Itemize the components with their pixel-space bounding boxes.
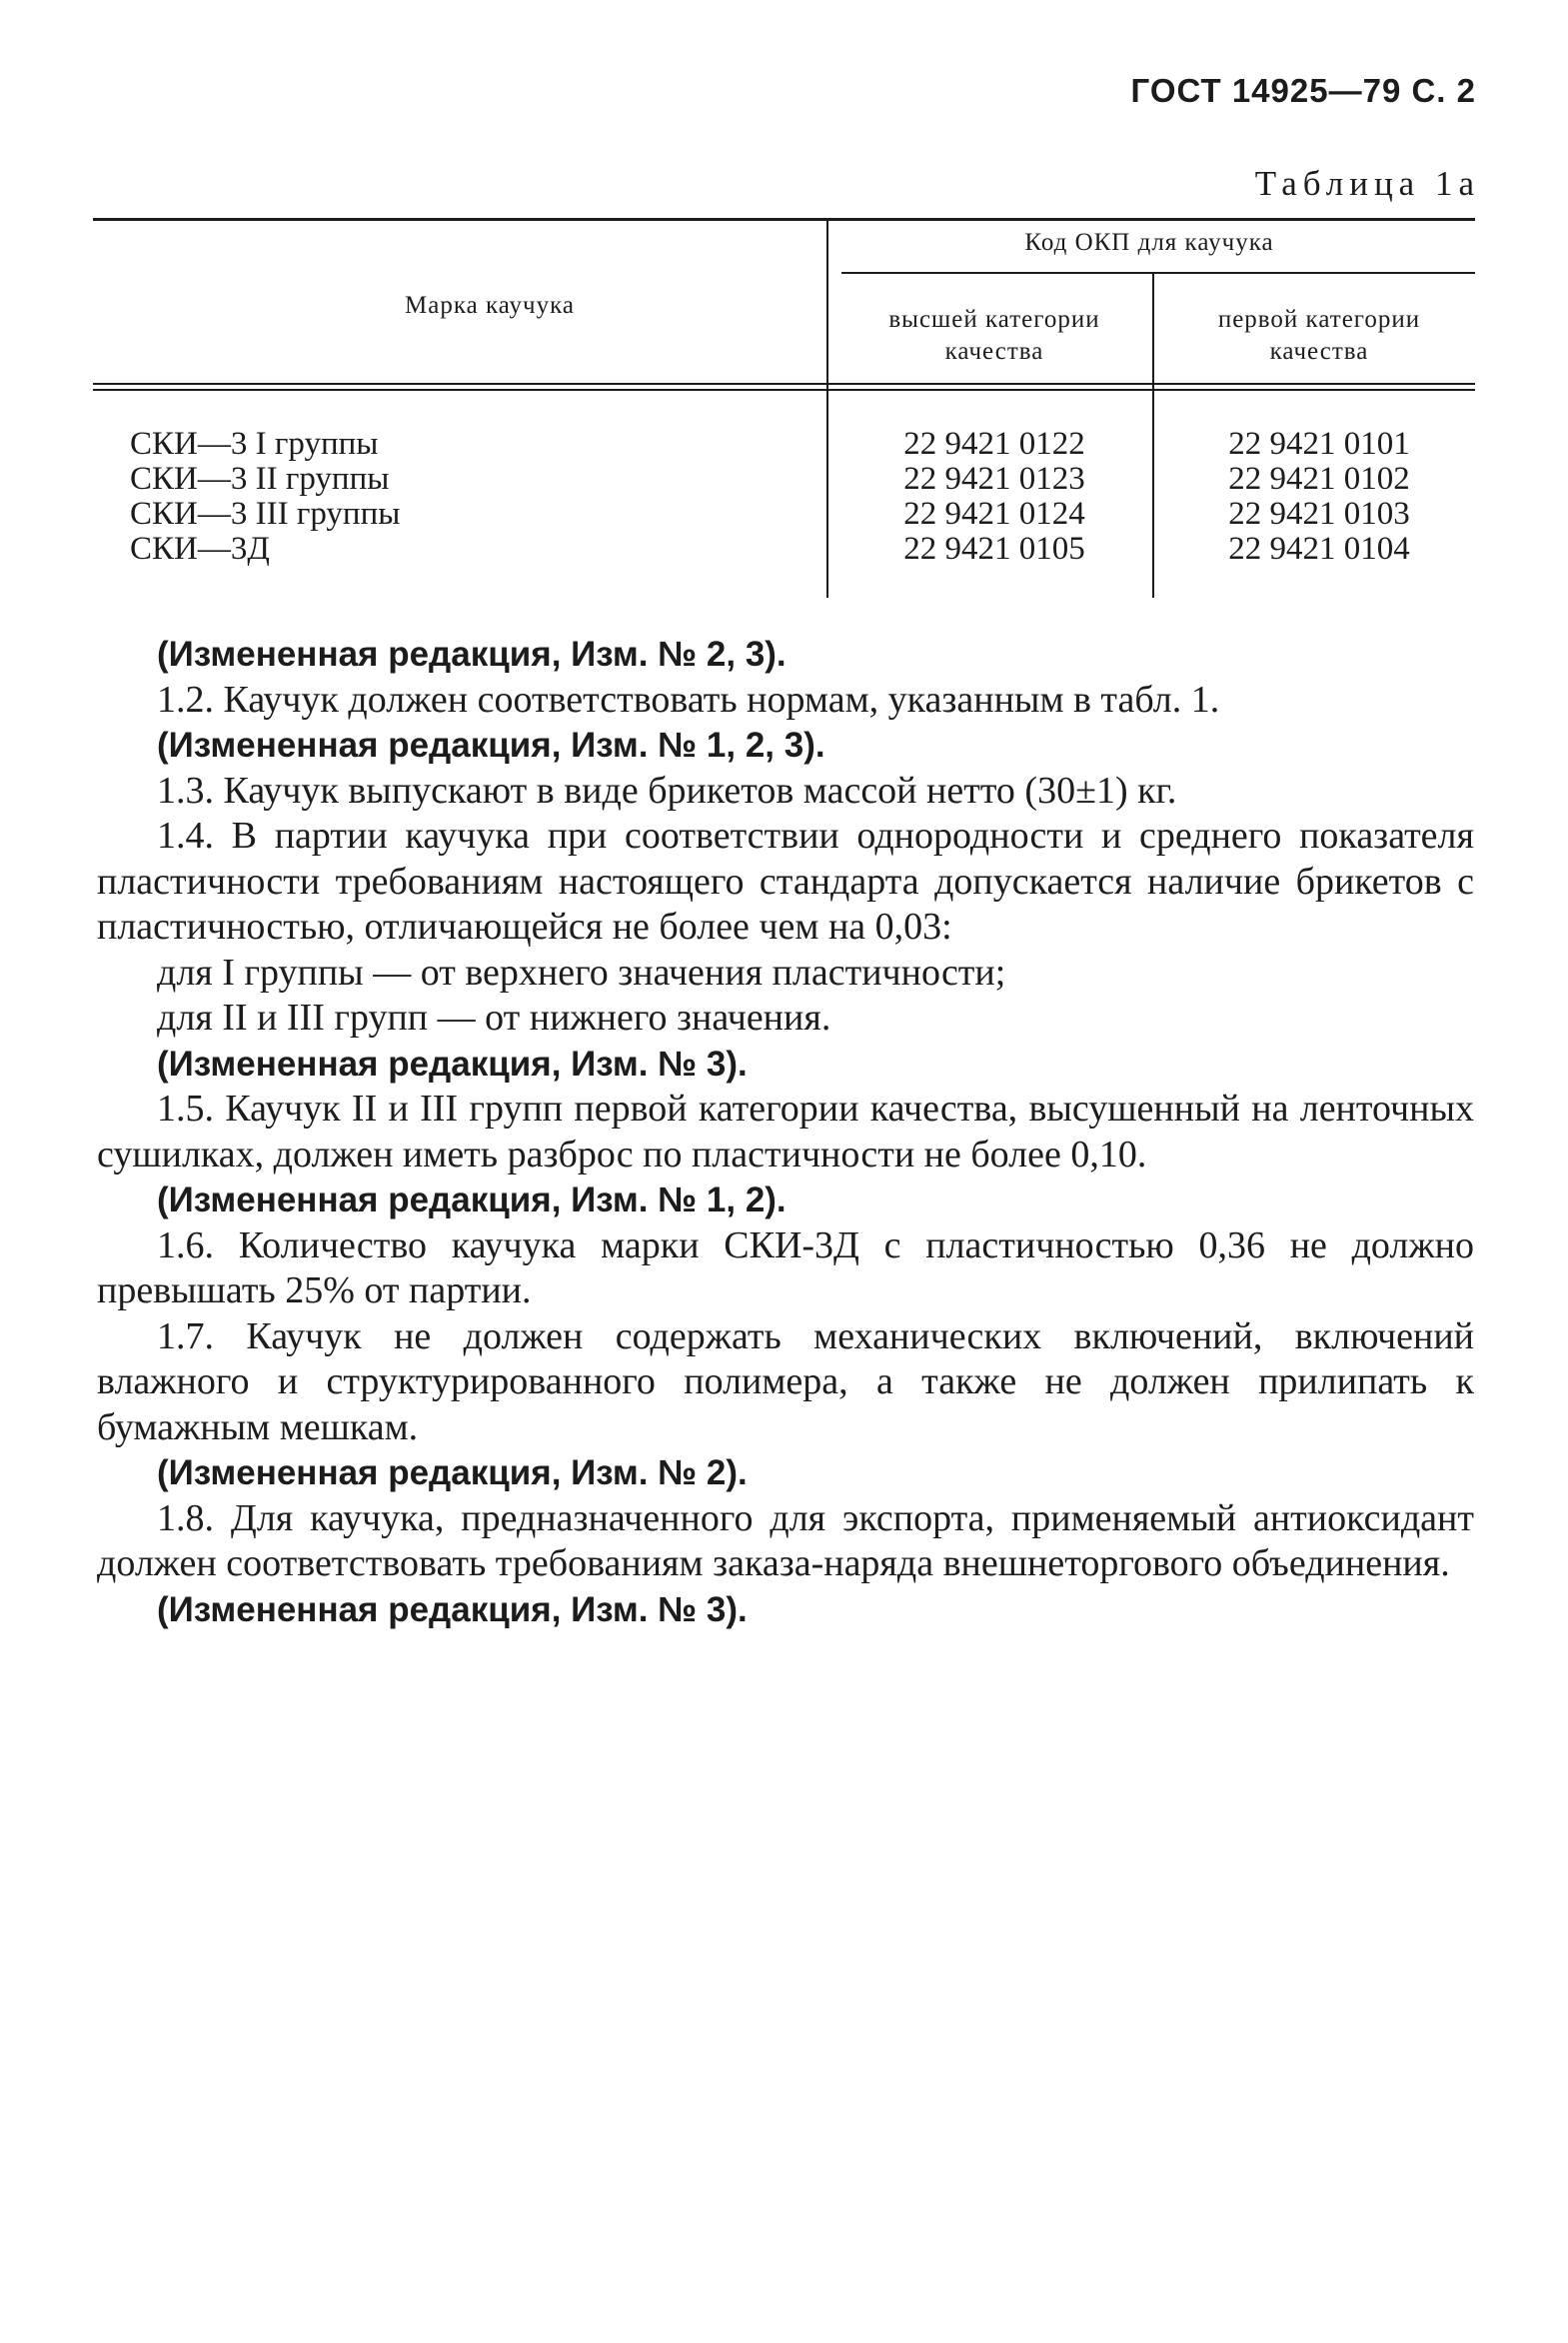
table-top-rule <box>93 218 1475 221</box>
amendment-note: (Измененная редакция, Изм. № 1, 2, 3). <box>157 726 825 765</box>
amendment-note: (Измененная редакция, Изм. № 2, 3). <box>157 635 786 674</box>
table-vertical-rule-1 <box>826 221 828 598</box>
table-header-double-rule-b <box>93 389 1475 391</box>
highest-code-column-cells: 22 9421 0122 22 9421 0123 22 9421 0124 22 9421 0105 <box>903 426 1085 567</box>
paragraph: 1.7. Каучук не должен содержать механических включений, включений влажного и структурированного полимера, а также не должен прилипать к бумажным мешкам. <box>97 1314 1474 1448</box>
paragraph: для I группы — от верхнего значения пластичности; <box>157 951 1006 994</box>
table-label: Таблица 1а <box>1254 164 1480 203</box>
document-body <box>97 632 1474 1632</box>
brand-column-cells: СКИ—3 I группы СКИ—3 II группы СКИ—3 III группы СКИ—3Д <box>130 426 401 567</box>
paragraph: 1.3. Каучук выпускают в виде брикетов массой нетто (30±1) кг. <box>157 769 1177 812</box>
header-first-category: первой категории качества <box>1217 306 1421 365</box>
header-highest-category: высшей категории качества <box>888 306 1100 365</box>
paragraph: 1.5. Каучук II и III групп первой категории качества, высушенный на ленточных сушилках, должен иметь разброс по пластичности не более 0,10. <box>97 1088 1474 1175</box>
paragraph: для II и III групп — от нижнего значения. <box>157 997 831 1039</box>
paragraph: 1.2. Каучук должен соответствовать нормам, указанным в табл. 1. <box>157 678 1220 721</box>
okp-code-table <box>0 0 1568 620</box>
page-header: ГОСТ 14925—79 С. 2 <box>1130 72 1476 109</box>
first-code-column-cells: 22 9421 0101 22 9421 0102 22 9421 0103 22 9421 0104 <box>1228 426 1410 567</box>
amendment-note: (Измененная редакция, Изм. № 2). <box>157 1453 748 1492</box>
table-header-double-rule-a <box>93 383 1475 385</box>
header-brand: Марка каучука <box>405 292 575 319</box>
paragraph: 1.6. Количество каучука марки СКИ-3Д с пластичностью 0,36 не должно превышать 25% от партии. <box>97 1223 1474 1311</box>
paragraph: 1.8. Для каучука, предназначенного для экспорта, применяемый антиоксидант должен соответствовать требованиям заказа-наряда внешнеторгового объединения. <box>97 1496 1474 1584</box>
amendment-note: (Измененная редакция, Изм. № 3). <box>157 1589 748 1629</box>
amendment-note: (Измененная редакция, Изм. № 3). <box>157 1044 748 1084</box>
header-okp-code: Код ОКП для каучука <box>1024 229 1274 256</box>
table-vertical-rule-2 <box>1152 273 1154 598</box>
table-okp-underline <box>841 272 1475 274</box>
paragraph: 1.4. В партии каучука при соответствии однородности и среднего показателя пластичности требованиям настоящего стандарта допускается наличие брикетов с пластичностью, отличающейся не более чем на 0,03: <box>97 815 1474 948</box>
amendment-note: (Измененная редакция, Изм. № 1, 2). <box>157 1180 786 1219</box>
